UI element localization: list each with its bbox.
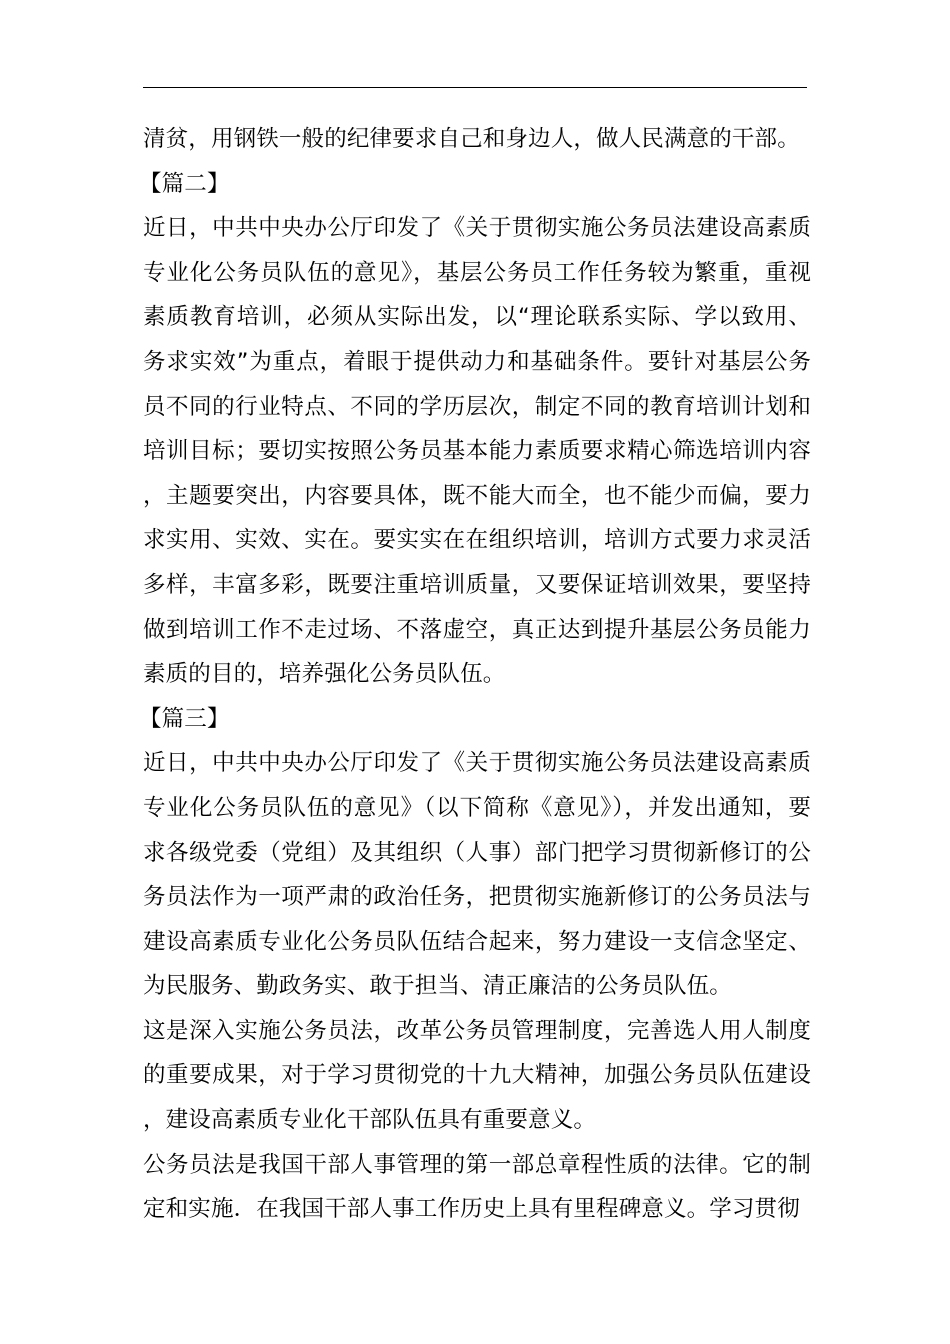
- paragraph: 这是深入实施公务员法，改革公务员管理制度，完善选人用人制度的重要成果，对于学习贯彻党的十九大精神，加强公务员队伍建设，建设高素质专业化干部队伍具有重要意义。: [143, 1017, 811, 1134]
- header-rule: [143, 87, 807, 88]
- paragraph: 公务员法是我国干部人事管理的第一部总章程性质的法律。它的制定和实施．在我国干部人事工作历史上具有里程碑意义。学习贯彻: [143, 1151, 811, 1223]
- paragraph: 清贫，用钢铁一般的纪律要求自己和身边人，做人民满意的干部。: [143, 126, 800, 152]
- document-body: [139, 117, 811, 1232]
- paragraph: 近日，中共中央办公厅印发了《关于贯彻实施公务员法建设高素质专业化公务员队伍的意见》，基层公务员工作任务较为繁重，重视素质教育培训，必须从实际出发，以“理论联系实际、学以致用、务求实效”为重点，着眼于提供动力和基础条件。要针对基层公务员不同的行业特点、不同的学历层次，制定不同的教育培训计划和培训目标；要切实按照公务员基本能力素质要求精心筛选培训内容，主题要突出，内容要具体，既不能大而全，也不能少而偏，要力求实用、实效、实在。要实实在在组织培训，培训方式要力求灵活多样，丰富多彩，既要注重培训质量，又要保证培训效果，要坚持做到培训工作不走过场、不落虚空，真正达到提升基层公务员能力素质的目的，培养强化公务员队伍。: [143, 215, 811, 688]
- paragraph: 近日，中共中央办公厅印发了《关于贯彻实施公务员法建设高素质专业化公务员队伍的意见》（以下简称《意见》），并发出通知，要求各级党委（党组）及其组织（人事）部门把学习贯彻新修订的公务员法作为一项严肃的政治任务，把贯彻实施新修订的公务员法与建设高素质专业化公务员队伍结合起来，努力建设一支信念坚定、为民服务、勤政务实、敢于担当、清正廉洁的公务员队伍。: [143, 750, 811, 1000]
- section-heading: 【篇三】: [139, 705, 230, 732]
- section-heading: 【篇二】: [139, 170, 230, 197]
